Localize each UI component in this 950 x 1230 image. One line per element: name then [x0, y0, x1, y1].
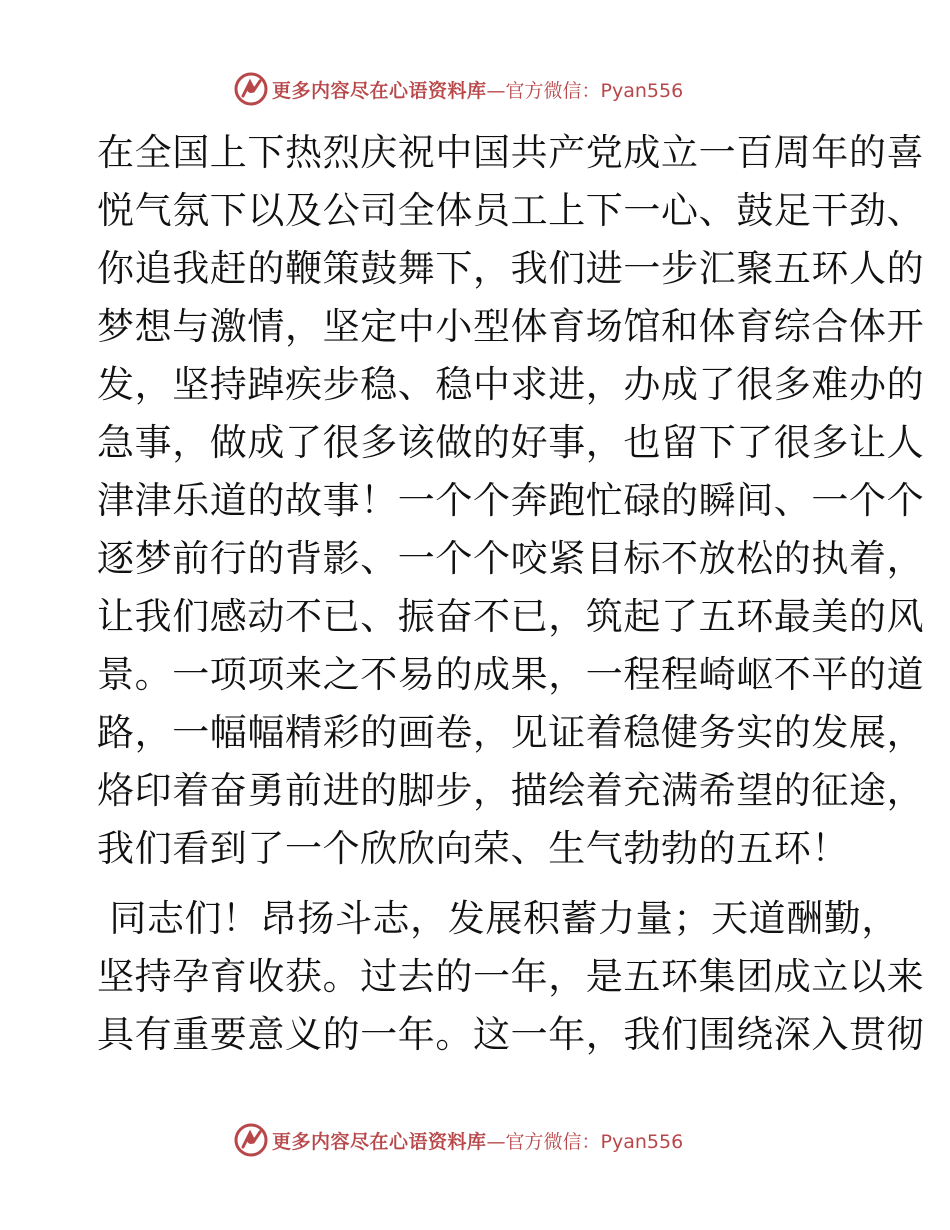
text-line: 烙印着奋勇前进的脚步，描绘着充满希望的征途，	[97, 769, 925, 812]
paragraph-gap	[97, 878, 857, 890]
text-line: 梦想与激情，坚定中小型体育场馆和体育综合体开	[97, 305, 925, 348]
text-line: 悦气氛下以及公司全体员工上下一心、鼓足干劲、	[97, 189, 925, 232]
brand-logo-icon	[234, 1123, 268, 1157]
text-line: 津津乐道的故事！一个个奔跑忙碌的瞬间、一个个	[97, 479, 925, 522]
article-body	[97, 124, 925, 1064]
text-line: 让我们感动不已、振奋不已，筑起了五环最美的风	[97, 595, 925, 638]
text-line: 急事，做成了很多该做的好事，也留下了很多让人	[97, 421, 925, 464]
text-line: 具有重要意义的一年。这一年，我们围绕深入贯彻	[97, 1013, 925, 1056]
text-line: 你追我赶的鞭策鼓舞下，我们进一步汇聚五环人的	[97, 247, 925, 290]
text-line: 发，坚持踔疾步稳、稳中求进，办成了很多难办的	[97, 363, 925, 406]
text-line: 逐梦前行的背影、一个个咬紧目标不放松的执着，	[97, 537, 925, 580]
banner-wechat-text: —官方微信：Pyan556	[486, 79, 684, 102]
banner-brand-text: 更多内容尽在心语资料库	[272, 1130, 487, 1153]
text-line: 同志们！昂扬斗志，发展积蓄力量；天道酬勤，	[97, 897, 899, 940]
text-line: 我们看到了一个欣欣向荣、生气勃勃的五环！	[97, 827, 849, 870]
banner-wechat-text: —官方微信：Pyan556	[486, 1130, 684, 1153]
header-banner	[234, 72, 683, 106]
banner-brand-text: 更多内容尽在心语资料库	[272, 79, 487, 102]
text-line: 坚持孕育收获。过去的一年，是五环集团成立以来	[97, 955, 925, 998]
text-line: 景。一项项来之不易的成果，一程程崎岖不平的道	[97, 653, 925, 696]
footer-banner	[234, 1123, 683, 1157]
paragraph-1	[97, 124, 925, 878]
brand-logo-icon	[234, 72, 268, 106]
paragraph-2	[97, 890, 925, 1064]
text-line: 路，一幅幅精彩的画卷，见证着稳健务实的发展，	[97, 711, 925, 754]
text-line: 在全国上下热烈庆祝中国共产党成立一百周年的喜	[97, 131, 925, 174]
